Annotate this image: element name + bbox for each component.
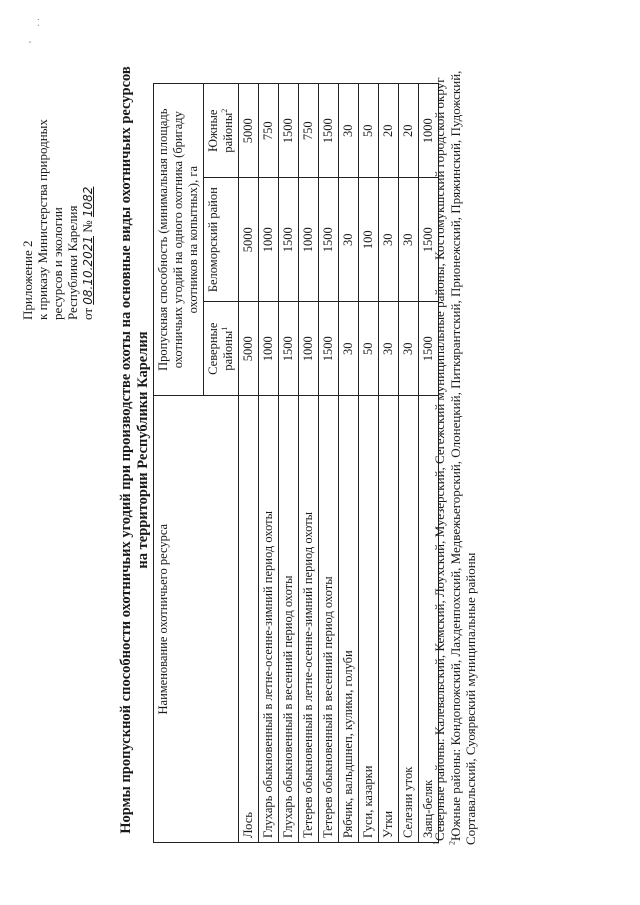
appendix-line: Приложение 2 <box>20 240 35 320</box>
north-value-cell: 30 <box>379 302 399 396</box>
appendix-block <box>20 100 96 320</box>
belomorsky-value-cell: 30 <box>339 178 359 302</box>
scan-mark-top: · · <box>34 17 45 27</box>
resource-name-cell: Лось <box>239 396 259 843</box>
belomorsky-value-cell: 30 <box>399 178 419 302</box>
south-value-cell: 50 <box>359 84 379 178</box>
header-south-label: Южные районы <box>206 109 235 153</box>
table-row <box>339 84 359 843</box>
footnote-marker: 1 <box>431 841 441 845</box>
table-row <box>279 84 299 843</box>
south-value-cell: 1500 <box>279 84 299 178</box>
north-value-cell: 50 <box>359 302 379 396</box>
south-value-cell: 30 <box>339 84 359 178</box>
north-value-cell: 5000 <box>239 302 259 396</box>
resource-name-cell: Глухарь обыкновенный в летне-осенне-зимний период охоты <box>259 396 279 843</box>
belomorsky-value-cell: 1000 <box>299 178 319 302</box>
belomorsky-value-cell: 1500 <box>419 178 439 302</box>
appendix-line: ресурсов и экологии <box>50 207 65 320</box>
table-header-row <box>154 84 204 843</box>
south-value-cell: 1000 <box>419 84 439 178</box>
header-belomorsky: Беломорский район <box>204 178 239 302</box>
belomorsky-value-cell: 100 <box>359 178 379 302</box>
resource-name-cell: Гуси, казарки <box>359 396 379 843</box>
north-value-cell: 1000 <box>299 302 319 396</box>
resource-name-cell: Тетерев обыкновенный в весенний период охоты <box>319 396 339 843</box>
south-value-cell: 750 <box>299 84 319 178</box>
footnote-text: Южные районы: Кондопожский, Лахденпохский, Медвежьегорский, Олонецкий, Питкярантский, Прионежский, Пряжинский, Пудожский, Сортавальский, Суоярвский муниципальные районы <box>447 70 478 845</box>
table-row <box>399 84 419 843</box>
table-row <box>239 84 259 843</box>
header-south <box>204 84 239 178</box>
date-prefix: от <box>80 307 95 320</box>
document-title <box>118 50 152 850</box>
table-row <box>299 84 319 843</box>
table-row <box>379 84 399 843</box>
footnote-marker: 2 <box>219 108 229 113</box>
resource-name-cell: Рябчик, вальдшнеп, кулики, голуби <box>339 396 359 843</box>
north-value-cell: 30 <box>399 302 419 396</box>
appendix-line: Республики Карелия <box>65 205 80 320</box>
title-line-2: на территории Республики Карелия <box>135 331 151 569</box>
south-value-cell: 20 <box>379 84 399 178</box>
scan-mark-corner: ' <box>28 41 39 43</box>
footnote-marker: 2 <box>447 841 457 845</box>
resource-name-cell: Тетерев обыкновенный в летне-осенне-зимний период охоты <box>299 396 319 843</box>
footnotes <box>432 25 479 845</box>
table-row <box>359 84 379 843</box>
belomorsky-value-cell: 30 <box>379 178 399 302</box>
header-capacity-group: Пропускная способность (минимальная площадь охотничьих угодий на одного охотника (бригаду охотников на копытных), га <box>154 84 204 396</box>
appendix-date-line <box>80 100 96 320</box>
south-value-cell: 5000 <box>239 84 259 178</box>
appendix-line: к приказу Министерства природных <box>35 119 50 320</box>
belomorsky-value-cell: 1000 <box>259 178 279 302</box>
title-line-1: Нормы пропускной способности охотничьих угодий при производстве охоты на основные виды охотничьих ресурсов <box>118 66 134 834</box>
resource-name-cell: Утки <box>379 396 399 843</box>
number-prefix: № <box>80 220 95 233</box>
header-north <box>204 302 239 396</box>
table-row <box>319 84 339 843</box>
resource-name-cell: Заяц-беляк <box>419 396 439 843</box>
footnote-text: Северные районы: Калевальский, Кемский, Лоухский, Муезерский, Сегежский муниципальные районы, Костомукшский городской округ <box>432 77 447 841</box>
belomorsky-value-cell: 1500 <box>319 178 339 302</box>
header-resource-name: Наименование охотничьего ресурса <box>154 396 239 843</box>
north-value-cell: 1000 <box>259 302 279 396</box>
footnote-2 <box>448 25 479 845</box>
north-value-cell: 1500 <box>419 302 439 396</box>
south-value-cell: 750 <box>259 84 279 178</box>
footnote-1 <box>432 25 448 845</box>
north-value-cell: 30 <box>339 302 359 396</box>
resource-name-cell: Селезни уток <box>399 396 419 843</box>
north-value-cell: 1500 <box>319 302 339 396</box>
north-value-cell: 1500 <box>279 302 299 396</box>
header-north-label: Северные районы <box>206 322 235 375</box>
south-value-cell: 1500 <box>319 84 339 178</box>
south-value-cell: 20 <box>399 84 419 178</box>
resource-name-cell: Глухарь обыкновенный в весенний период охоты <box>279 396 299 843</box>
belomorsky-value-cell: 1500 <box>279 178 299 302</box>
handwritten-date: 08.10.2021 <box>81 236 95 305</box>
table-row <box>259 84 279 843</box>
capacity-norms-table <box>153 83 439 843</box>
footnote-marker: 1 <box>219 326 229 331</box>
handwritten-number: 1082 <box>81 186 95 218</box>
belomorsky-value-cell: 5000 <box>239 178 259 302</box>
table-body <box>239 84 439 843</box>
